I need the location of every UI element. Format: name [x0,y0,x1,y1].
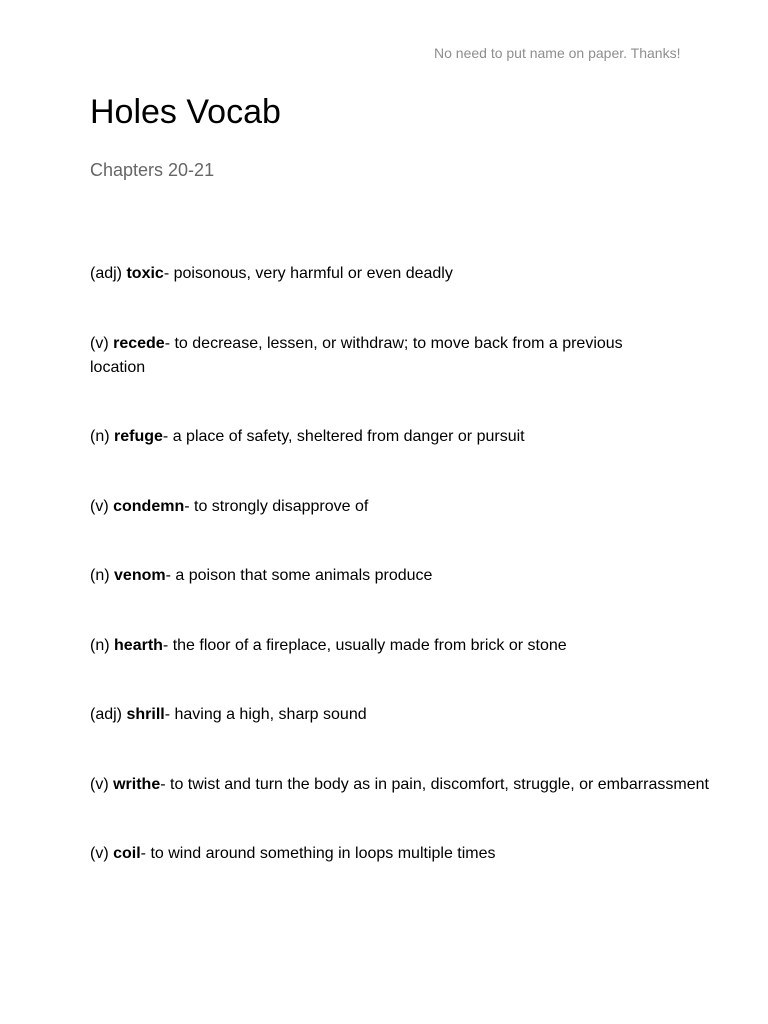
vocab-term: hearth [114,636,163,654]
vocab-definition: - poisonous, very harmful or even deadly [163,265,453,282]
vocab-definition: - a poison that some animals produce [165,567,433,584]
vocab-item-writhe [90,773,730,797]
vocab-pos: (n) [90,567,110,584]
vocab-definition: - the floor of a fireplace, usually made from brick or stone [162,636,567,654]
vocab-definition: - to decrease, lessen, or withdraw; to move back from a previous location [90,334,623,376]
vocab-term: shrill [126,706,165,723]
page-subtitle: Chapters 20-21 [90,160,215,180]
vocab-pos: (v) [90,334,109,352]
vocab-pos: (n) [90,428,110,445]
header-note: No need to put name on paper. Thanks! [434,45,681,61]
vocab-definition: - to strongly disapprove of [184,497,369,515]
vocab-item-condemn [90,495,730,519]
vocab-item-hearth [90,634,730,658]
vocab-term: condemn [113,497,185,515]
vocab-term: toxic [126,265,164,282]
vocab-item-venom [90,564,730,588]
vocab-pos: (adj) [90,706,123,723]
vocab-item-recede [90,332,635,380]
vocab-term: refuge [114,428,163,445]
vocab-pos: (v) [90,845,109,862]
vocab-pos: (n) [90,636,110,654]
vocab-item-refuge [90,425,730,449]
vocab-term: venom [114,567,166,584]
vocab-item-shrill [90,703,730,727]
vocab-definition: - to twist and turn the body as in pain, discomfort, struggle, or embarrassment [160,775,709,793]
vocab-pos: (adj) [90,265,123,282]
vocab-definition: - to wind around something in loops multiple times [140,845,496,862]
vocab-definition: - having a high, sharp sound [164,706,367,723]
vocab-term: writhe [113,775,161,793]
vocab-item-coil [90,842,730,866]
page-title: Holes Vocab [90,93,281,131]
vocab-term: coil [113,845,141,862]
vocab-term: recede [113,334,165,352]
vocab-item-toxic [90,262,730,286]
vocab-pos: (v) [90,775,109,793]
vocab-definition: - a place of safety, sheltered from danger or pursuit [162,428,525,445]
vocab-pos: (v) [90,497,109,515]
vocab-list [90,262,730,866]
